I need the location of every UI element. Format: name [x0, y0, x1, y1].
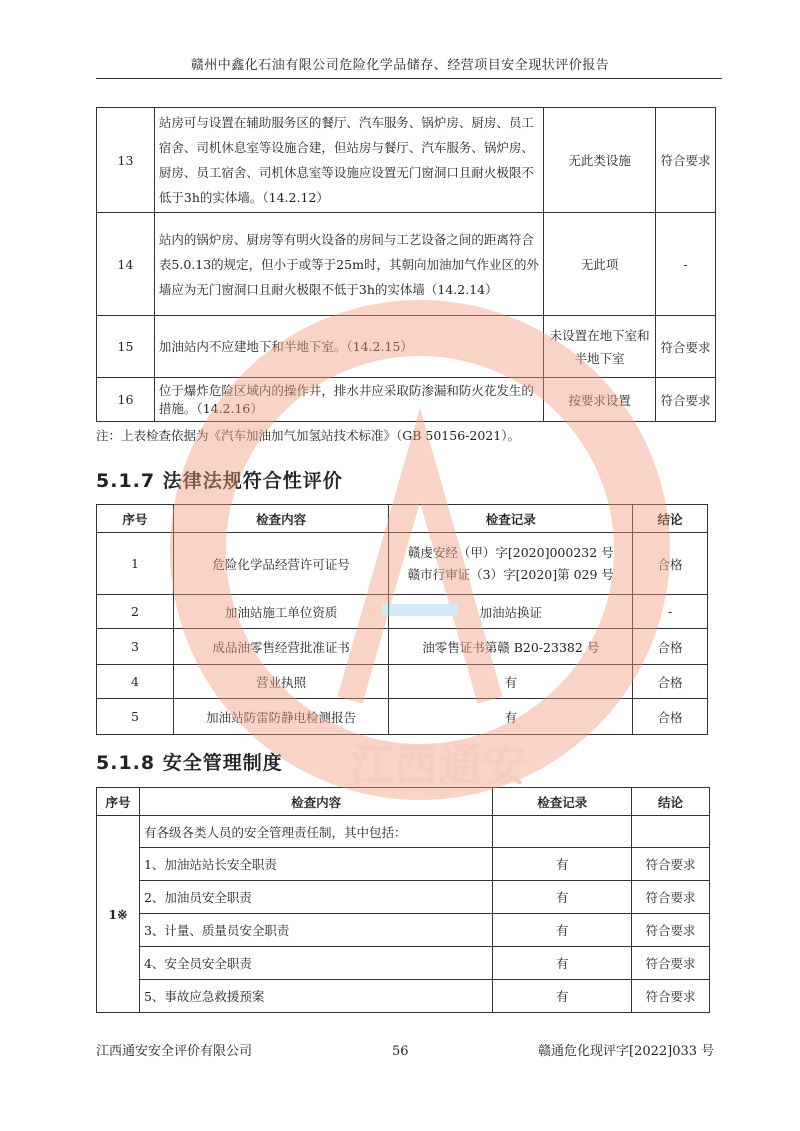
- header-rule: [96, 78, 722, 79]
- check-result: 合格: [633, 533, 708, 595]
- check-result: 符合要求: [656, 316, 716, 378]
- check-record: 有: [493, 914, 632, 947]
- check-result: 符合要求: [656, 378, 716, 422]
- table-row: [97, 947, 710, 980]
- check-content: 成品油零售经营批准证书: [173, 629, 389, 665]
- check-record: 有: [389, 699, 633, 735]
- check-result: 符合要求: [632, 848, 710, 881]
- check-result: 合格: [633, 629, 708, 665]
- check-record: 有: [493, 947, 632, 980]
- check-record: 有: [389, 665, 633, 699]
- header-result: 结论: [633, 505, 708, 533]
- table-row: [97, 533, 708, 595]
- check-result: 符合要求: [632, 881, 710, 914]
- check-content: 站内的锅炉房、厨房等有明火设备的房间与工艺设备之间的距离符合表5.0.13的规定，但小于或等于25m时，其朝向加油加气作业区的外墙应为无门窗洞口且耐火极限不低于3h的实体墙（14.2.14）: [154, 213, 543, 316]
- check-result: 符合要求: [632, 980, 710, 1013]
- table-row: [97, 595, 708, 629]
- empty-cell: [493, 816, 632, 848]
- intro-text: 有各级各类人员的安全管理责任制，其中包括：: [139, 816, 492, 848]
- seal-text: 江西通安: [350, 740, 526, 791]
- row-number: 13: [97, 108, 155, 213]
- group-number: 1※: [97, 816, 140, 1013]
- check-record: 加油站换证: [389, 595, 633, 629]
- check-result: 符合要求: [656, 108, 716, 213]
- check-result: 符合要求: [632, 947, 710, 980]
- header-result: 结论: [632, 788, 710, 816]
- table-row: [97, 980, 710, 1013]
- page-header-title: 赣州中鑫化石油有限公司危险化学品储存、经营项目安全现状评价报告: [190, 58, 610, 73]
- check-record: 有: [493, 980, 632, 1013]
- header-content: 检查内容: [173, 505, 389, 533]
- check-record: 有: [493, 848, 632, 881]
- row-number: 5: [97, 699, 174, 735]
- table-row: [97, 816, 710, 848]
- check-record: 无此类设施: [544, 108, 656, 213]
- check-result: 合格: [633, 665, 708, 699]
- header-record: 检查记录: [493, 788, 632, 816]
- row-number: 4: [97, 665, 174, 699]
- table-row: [97, 881, 710, 914]
- row-number: 1: [97, 533, 174, 595]
- table-header-row: [97, 505, 708, 533]
- check-content: 3、计量、质量员安全职责: [139, 914, 492, 947]
- table-row: [97, 699, 708, 735]
- header-record: 检查记录: [389, 505, 633, 533]
- check-record: 油零售证书第赣 B20-23382 号: [389, 629, 633, 665]
- check-content: 5、事故应急救援预案: [139, 980, 492, 1013]
- check-content: 营业执照: [173, 665, 389, 699]
- check-content: 2、加油员安全职责: [139, 881, 492, 914]
- check-content: 位于爆炸危险区域内的操作井，排水井应采取防渗漏和防火花发生的措施。（14.2.16）: [154, 378, 543, 422]
- table-row: [97, 316, 716, 378]
- check-content: 加油站防雷防静电检测报告: [173, 699, 389, 735]
- check-record: 有: [493, 881, 632, 914]
- check-content: 加油站内不应建地下和半地下室。（14.2.15）: [154, 316, 543, 378]
- check-content: 1、加油站站长安全职责: [139, 848, 492, 881]
- table-note: 注：上表检查依据为《汽车加油加气加氢站技术标准》（GB 50156-2021）。: [96, 428, 520, 443]
- header-no: 序号: [97, 788, 140, 816]
- footer-report-number: 赣通危化现评字[2022]033 号: [538, 1044, 715, 1059]
- table-row: [97, 108, 716, 213]
- check-content: 4、安全员安全职责: [139, 947, 492, 980]
- check-record: 未设置在地下室和半地下室: [544, 316, 656, 378]
- check-content: 加油站施工单位资质: [173, 595, 389, 629]
- check-result: -: [633, 595, 708, 629]
- check-result: -: [656, 213, 716, 316]
- header-content: 检查内容: [139, 788, 492, 816]
- footer-company: 江西通安安全评价有限公司: [96, 1044, 253, 1059]
- standard-check-table: [96, 107, 716, 422]
- check-content: 危险化学品经营许可证号: [173, 533, 389, 595]
- check-record: 无此项: [544, 213, 656, 316]
- page-number: 56: [392, 1044, 409, 1059]
- table-header-row: [97, 788, 710, 816]
- check-record: 按要求设置: [544, 378, 656, 422]
- table-row: [97, 914, 710, 947]
- check-content: 站房可与设置在辅助服务区的餐厅、汽车服务、锅炉房、厨房、员工宿舍、司机休息室等设施合建，但站房与餐厅、汽车服务、锅炉房、厨房、员工宿舍、司机休息室等设施应设置无门窗洞口且耐火极限不低于3h的实体墙。（14.2.12）: [154, 108, 543, 213]
- row-number: 15: [97, 316, 155, 378]
- row-number: 3: [97, 629, 174, 665]
- table-row: [97, 848, 710, 881]
- record-line: 赣市行审证（3）字[2020]第 029 号: [407, 566, 614, 582]
- check-record: [389, 533, 633, 595]
- table-row: [97, 629, 708, 665]
- table-row: [97, 665, 708, 699]
- header-no: 序号: [97, 505, 174, 533]
- section-heading-5-1-7: 5.1.7 法律法规符合性评价: [96, 470, 343, 492]
- row-number: 14: [97, 213, 155, 316]
- safety-management-table: [96, 787, 710, 1013]
- table-row: [97, 378, 716, 422]
- table-row: [97, 213, 716, 316]
- check-result: 合格: [633, 699, 708, 735]
- regulation-compliance-table: [96, 504, 708, 735]
- empty-cell: [632, 816, 710, 848]
- row-number: 16: [97, 378, 155, 422]
- row-number: 2: [97, 595, 174, 629]
- section-heading-5-1-8: 5.1.8 安全管理制度: [96, 752, 283, 774]
- record-line: 赣虔安经（甲）字[2020]000232 号: [407, 544, 614, 560]
- check-result: 符合要求: [632, 914, 710, 947]
